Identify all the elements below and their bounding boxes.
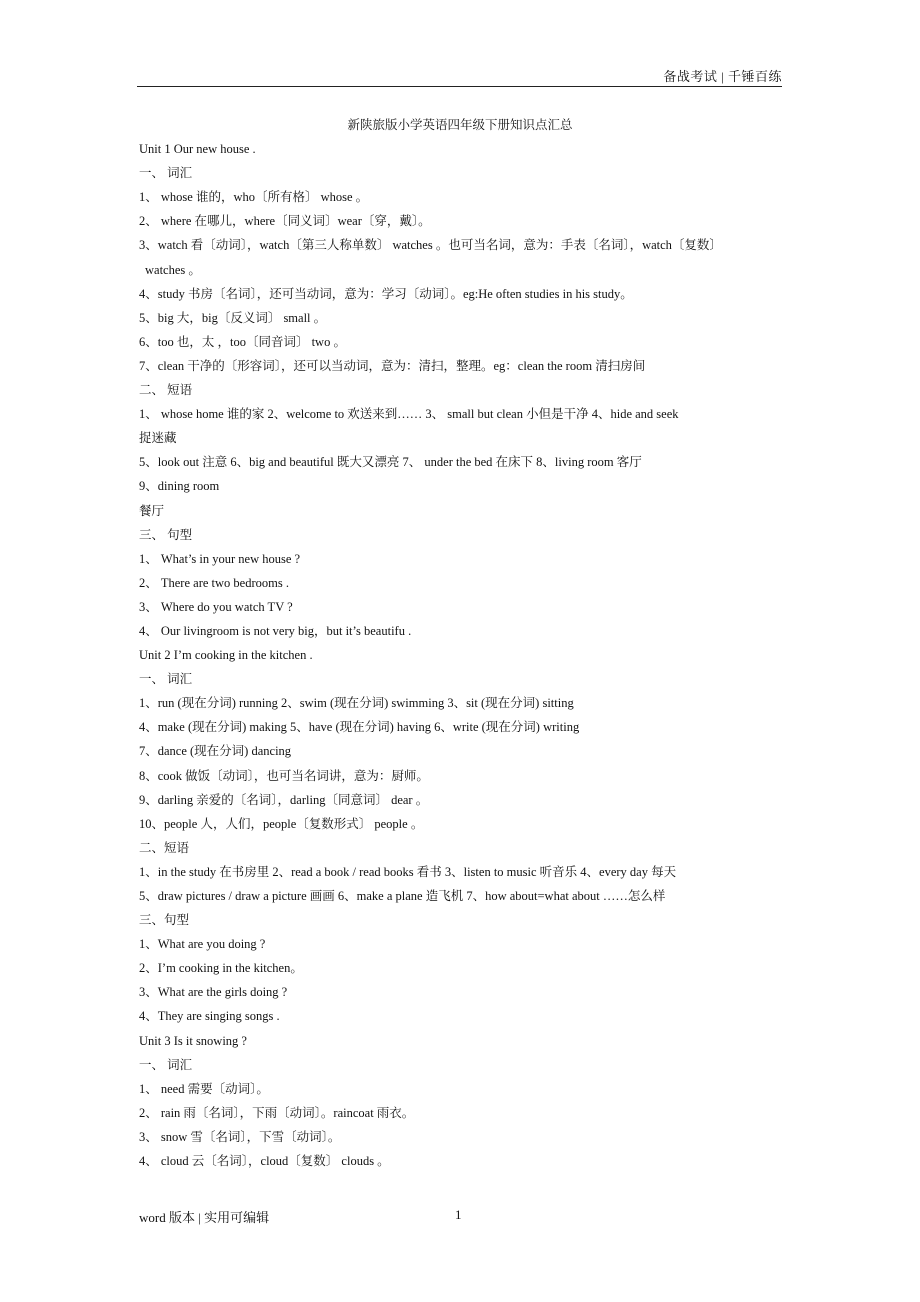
document-title: 新陕旅版小学英语四年级下册知识点汇总 [347,118,573,132]
section-heading: 一、 词汇 [139,672,193,687]
text-line: 2、 There are two bedrooms . [139,575,289,590]
text-line: 5、big 大，big〔反义词〕 small 。 [139,310,327,325]
text-line: 1、What are you doing ? [139,937,266,952]
text-line: 6、too 也，太 ，too〔同音词〕 two 。 [139,334,346,349]
text-line: 1、 whose 谁的，who〔所有格〕 whose 。 [139,190,369,205]
text-line: 1、 need 需要〔动词〕。 [139,1081,269,1096]
text-line: 1、 What’s in your new house ? [139,551,301,566]
text-line: 7、dance (现在分词) dancing [139,744,292,759]
text-line: 5、look out 注意 6、big and beautiful 既大又漂亮 7、 under the bed 在床下 8、living room 客厅 [139,455,642,470]
text-line: 3、 snow 雪〔名词〕，下雪〔动词〕。 [139,1129,341,1144]
text-line: 7、clean 干净的〔形容词〕，还可以当动词，意为：清扫，整理。eg：clean the room 清扫房间 [139,358,646,373]
text-line: 5、draw pictures / draw a picture 画画 6、make a plane 造飞机 7、how about=what about ……怎么样 [139,889,666,903]
text-line: 9、darling 亲爱的〔名词〕，darling〔同意词〕 dear 。 [139,792,429,807]
text-line: 9、dining room [139,479,220,494]
text-line: 4、make (现在分词) making 5、have (现在分词) having 6、write (现在分词) writing [139,720,580,735]
text-line: 4、 Our livingroom is not very big，but it’s beautifu . [139,623,412,638]
text-line: 捉迷藏 [139,431,177,446]
text-line: 1、in the study 在书房里 2、read a book / read books 看书 3、listen to music 听音乐 4、every day 每天 [139,864,677,879]
section-heading: 二、 短语 [139,383,193,398]
footer-note: word 版本 | 实用可编辑 [139,1210,270,1225]
text-line: 2、I’m cooking in the kitchen。 [139,961,303,976]
unit-heading: Unit 1 Our new house . [139,142,256,157]
text-line: watches 。 [145,262,201,277]
section-heading: 三、句型 [139,913,190,928]
text-line: 1、 whose home 谁的家 2、welcome to 欢送来到…… 3、 small but clean 小但是干净 4、hide and seek [139,407,679,422]
text-line: 4、study 书房〔名词〕，还可当动词，意为：学习〔动词〕。eg:He often studies in his study。 [139,286,633,301]
text-line: 3、What are the girls doing ? [139,985,288,1000]
section-heading: 一、 词汇 [139,166,193,181]
text-line: 3、 Where do you watch TV ? [139,599,293,614]
text-line: 4、They are singing songs . [139,1009,280,1024]
document-body [139,113,787,1173]
text-line: 1、run (现在分词) running 2、swim (现在分词) swimming 3、sit (现在分词) sitting [139,696,574,711]
text-line: 2、 rain 雨〔名词〕，下雨〔动词〕。raincoat 雨衣。 [139,1105,415,1120]
page-number: 1 [455,1207,462,1222]
section-heading: 一、 词汇 [139,1057,193,1072]
header-slogan: 备战考试 | 千锤百练 [663,69,782,84]
section-heading: 三、 句型 [139,527,193,542]
section-heading: 二、短语 [139,840,190,855]
text-line: 2、 where 在哪儿，where〔同义词〕wear〔穿，戴〕。 [139,214,431,229]
text-line: 餐厅 [139,503,165,518]
text-line: 10、people 人，人们，people〔复数形式〕 people 。 [139,816,424,831]
text-line: 4、 cloud 云〔名词〕，cloud〔复数〕 clouds 。 [139,1154,390,1169]
unit-heading: Unit 2 I’m cooking in the kitchen . [139,648,313,663]
header-divider [137,86,782,87]
text-line: 3、watch 看〔动词〕，watch〔第三人称单数〕 watches 。也可当名词，意为：手表〔名词〕，watch〔复数〕 [139,238,722,253]
unit-heading: Unit 3 Is it snowing ? [139,1033,247,1048]
text-line: 8、cook 做饭〔动词〕，也可当名词讲，意为：厨师。 [139,768,429,783]
